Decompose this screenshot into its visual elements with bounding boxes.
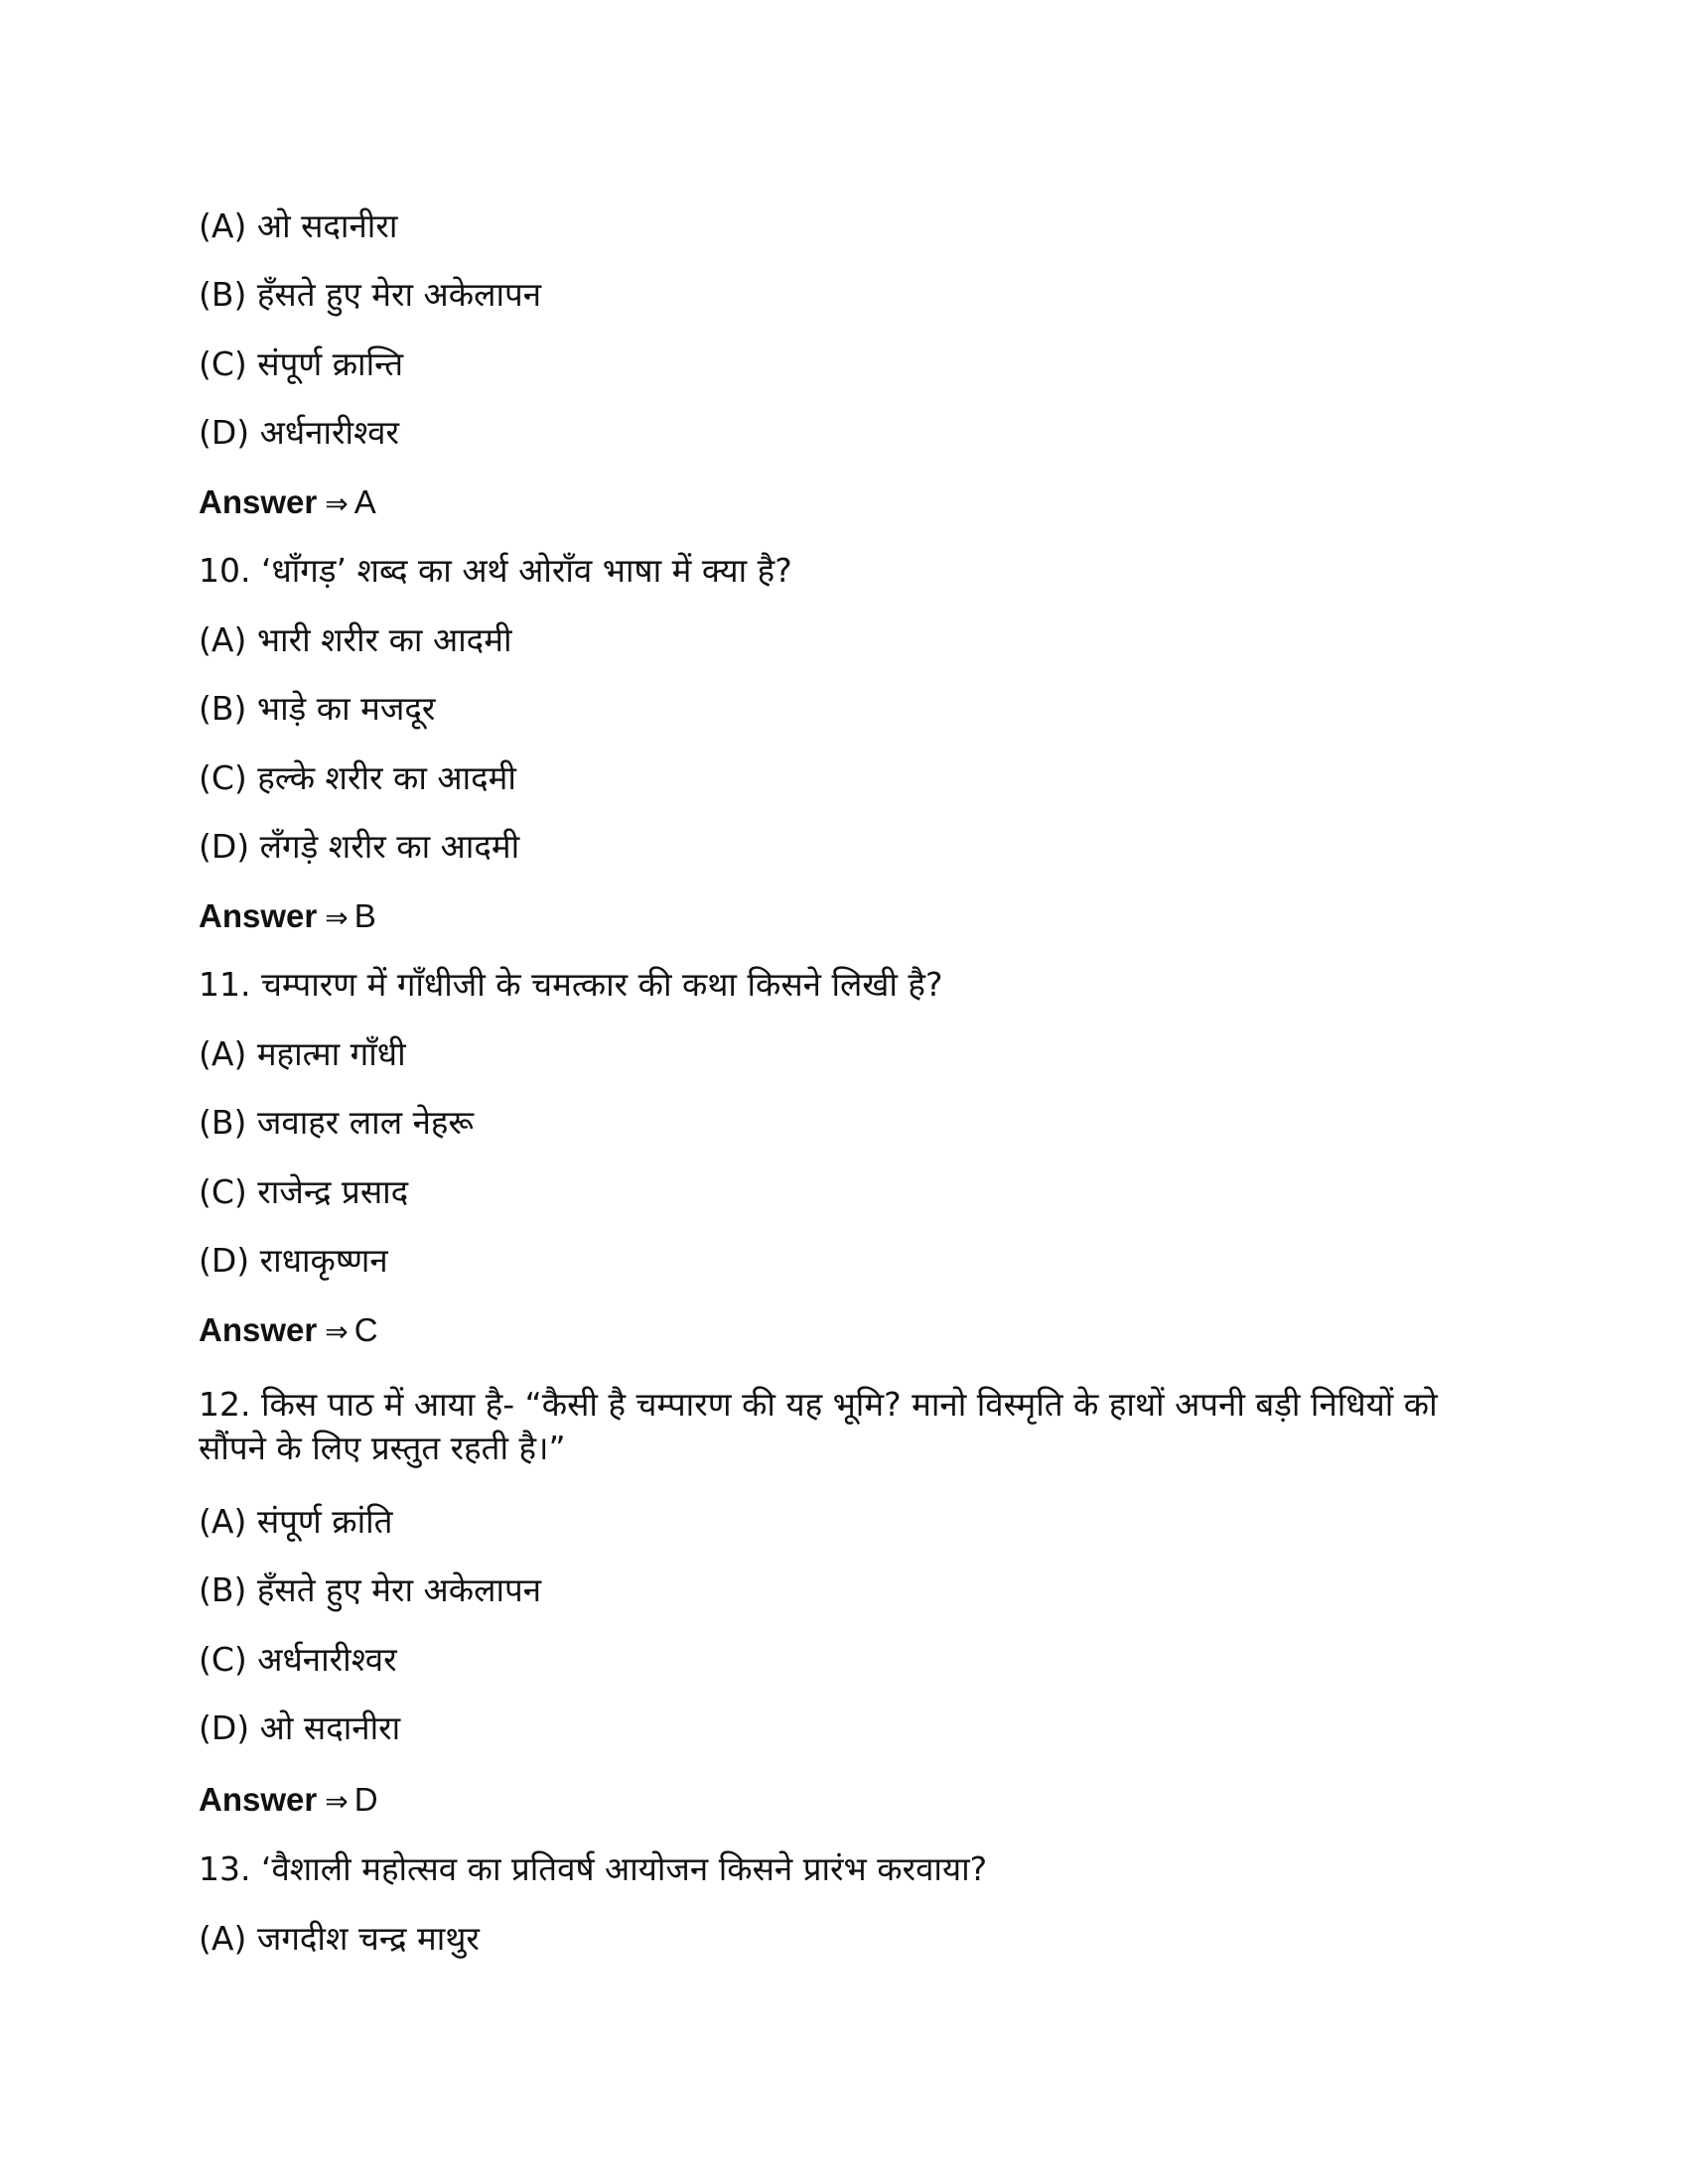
option-text: भारी शरीर का आदमी: [256, 620, 512, 659]
answer-value: C: [353, 1311, 378, 1348]
answer-line: [199, 892, 376, 940]
option-label: (D): [199, 1241, 250, 1280]
option-b: [199, 271, 541, 319]
option-label: (C): [199, 758, 247, 797]
answer-label: Answer: [199, 483, 318, 520]
option-label: (B): [199, 275, 247, 314]
option-a: [199, 203, 397, 250]
question-12-line-2: सौंपने के लिए प्रस्तुत रहती है।”: [199, 1429, 566, 1467]
option-label: (A): [199, 206, 247, 245]
implies-arrow-icon: ⇒: [325, 1315, 349, 1348]
implies-arrow-icon: ⇒: [325, 487, 349, 520]
option-d: [199, 1705, 400, 1752]
option-text: जवाहर लाल नेहरू: [256, 1103, 475, 1142]
option-text: लँगड़े शरीर का आदमी: [259, 827, 520, 866]
option-label: (C): [199, 1640, 247, 1679]
option-text: ओ सदानीरा: [259, 1708, 401, 1747]
option-a: [199, 616, 512, 664]
option-c: [199, 341, 403, 388]
option-text: हँसते हुए मेरा अकेलापन: [256, 275, 542, 314]
option-text: हँसते हुए मेरा अकेलापन: [256, 1570, 542, 1609]
option-d: [199, 1237, 388, 1285]
answer-label: Answer: [199, 1311, 318, 1348]
implies-arrow-icon: ⇒: [325, 1785, 349, 1818]
question-11: 11. चम्पारण में गाँधीजी के चमत्कार की कथा किसने लिखी है?: [199, 965, 943, 1004]
answer-line: [199, 478, 376, 526]
answer-line: [199, 1306, 378, 1354]
option-label: (B): [199, 1570, 247, 1609]
option-label: (A): [199, 1502, 247, 1541]
option-label: (C): [199, 344, 247, 383]
option-label: (A): [199, 620, 247, 659]
option-a: [199, 1498, 392, 1546]
answer-value: B: [353, 897, 376, 934]
option-label: (D): [199, 413, 250, 452]
option-text: राजेन्द्र प्रसाद: [257, 1172, 409, 1211]
option-label: (D): [199, 827, 250, 866]
question-10: 10. ‘धाँगड़’ शब्द का अर्थ ओराँव भाषा में क्या है?: [199, 551, 792, 590]
option-label: (A): [199, 1034, 247, 1073]
answer-value: A: [353, 483, 376, 520]
option-text: भाड़े का मजदूर: [256, 689, 436, 728]
option-a: [199, 1915, 480, 1963]
option-text: महात्मा गाँधी: [256, 1034, 406, 1073]
option-text: अर्धनारीश्वर: [257, 1640, 397, 1679]
option-text: संपूर्ण क्रांति: [256, 1502, 393, 1541]
option-c: [199, 1168, 408, 1216]
option-label: (D): [199, 1708, 250, 1747]
option-c: [199, 754, 516, 802]
option-label: (C): [199, 1172, 247, 1211]
option-label: (A): [199, 1919, 247, 1958]
answer-label: Answer: [199, 897, 318, 934]
option-b: [199, 1099, 474, 1147]
option-label: (B): [199, 1103, 247, 1142]
option-d: [199, 823, 519, 871]
option-text: ओ सदानीरा: [256, 206, 398, 245]
option-label: (B): [199, 689, 247, 728]
answer-label: Answer: [199, 1781, 318, 1818]
option-text: अर्धनारीश्वर: [259, 413, 399, 452]
question-13: 13. ‘वैशाली महोत्सव का प्रतिवर्ष आयोजन किसने प्रारंभ करवाया?: [199, 1849, 988, 1888]
option-c: [199, 1636, 397, 1684]
answer-value: D: [353, 1781, 378, 1818]
answer-line: [199, 1776, 378, 1824]
option-a: [199, 1030, 406, 1078]
option-d: [199, 409, 399, 457]
option-text: राधाकृष्णन: [259, 1241, 388, 1280]
implies-arrow-icon: ⇒: [325, 901, 349, 934]
option-b: [199, 685, 435, 733]
option-text: हल्के शरीर का आदमी: [257, 758, 516, 797]
option-text: जगदीश चन्द्र माथुर: [256, 1919, 480, 1958]
question-12-line-1: 12. किस पाठ में आया है- “कैसी है चम्पारण की यह भूमि? मानो विस्मृति के हाथों अपनी बड़ी निधियों को: [199, 1385, 1438, 1424]
option-b: [199, 1567, 541, 1614]
option-text: संपूर्ण क्रान्ति: [257, 344, 404, 383]
